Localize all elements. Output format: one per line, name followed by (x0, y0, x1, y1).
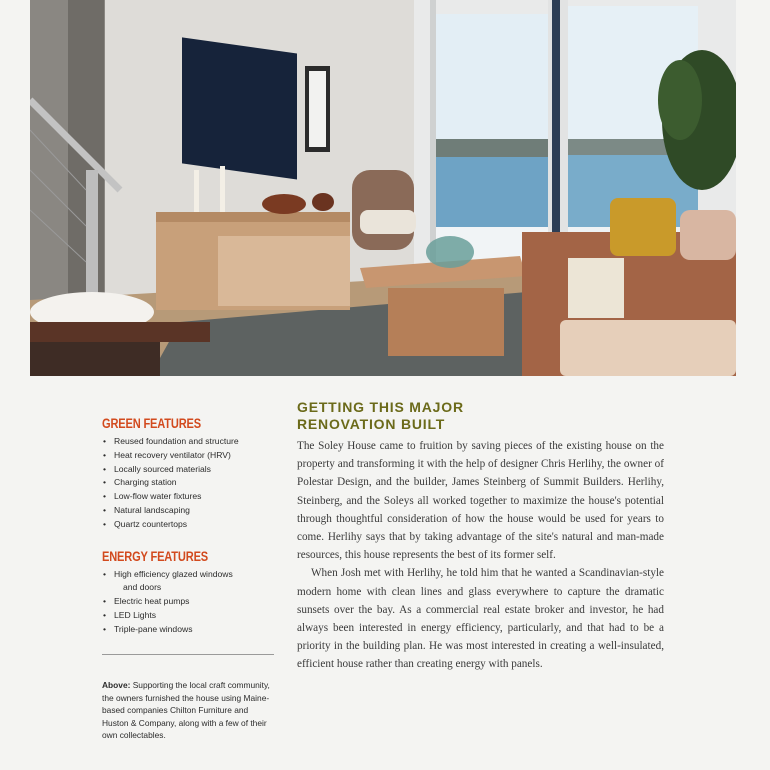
energy-features-list (102, 568, 274, 637)
list-item: • Electric heat pumps (102, 595, 274, 609)
article-heading (297, 399, 664, 433)
article-paragraph-2: When Josh met with Herlihy, he told him that he wanted a Scandinavian-style modern home with clean lines and glass everywhere to capture the dramatic sunsets over the bay. As a commercial real estate broker and investor, he had always been interested in energy efficiency, particularly, and that had to be a priority in the building plan. He was most interested in creating a well-insulated, efficient house rather than creating energy with panels. (297, 567, 664, 671)
list-item: • LED Lights (102, 609, 274, 623)
article-paragraph-1: The Soley House came to fruition by saving pieces of the existing house on the property and transforming it with the help of designer Chris Herlihy, the owner of Polestar Design, and the builder, James Steinberg of Summit Builders. Herlihy, Steinberg, and the Soleys all worked together to maximize the house's potential through thoughtful consideration of how the house would be used for years to come. Herlihy says that by taking advantage of the site's natural and man-made resources, this house represents the best of its former self. (297, 440, 664, 562)
energy-features-heading: ENERGY FEATURES (102, 548, 209, 564)
article (297, 399, 664, 674)
list-item: • Quartz countertops (102, 518, 274, 532)
list-item: • Low-flow water fixtures (102, 490, 274, 504)
list-item-text: High efficiency glazed windows (114, 568, 233, 579)
features-sidebar (102, 416, 274, 637)
list-item: • Reused foundation and structure (102, 435, 274, 449)
green-features-heading: GREEN FEATURES (102, 416, 201, 431)
photo-caption (102, 679, 274, 742)
list-item: • Triple-pane windows (102, 623, 274, 637)
green-features-list (102, 435, 274, 532)
caption-label: Above: (102, 680, 131, 690)
list-item-continuation: and doors (123, 582, 162, 593)
caption-text: Supporting the local craft community, the owners furnished the house using Maine-based companies Chilton Furniture and Huston & Company, along with a few of their own collectables. (102, 680, 270, 741)
living-room-illustration (30, 0, 736, 376)
article-heading-line2: RENOVATION BUILT (297, 416, 446, 432)
living-room-photo (30, 0, 736, 376)
list-item: • Charging station (102, 476, 274, 490)
list-item: • Locally sourced materials (102, 463, 274, 477)
sidebar-divider (102, 654, 274, 655)
energy-section (102, 549, 274, 637)
list-item: • Heat recovery ventilator (HRV) (102, 449, 274, 463)
article-heading-line1: GETTING THIS MAJOR (297, 399, 464, 415)
list-item: • Natural landscaping (102, 504, 274, 518)
list-item (102, 568, 274, 596)
